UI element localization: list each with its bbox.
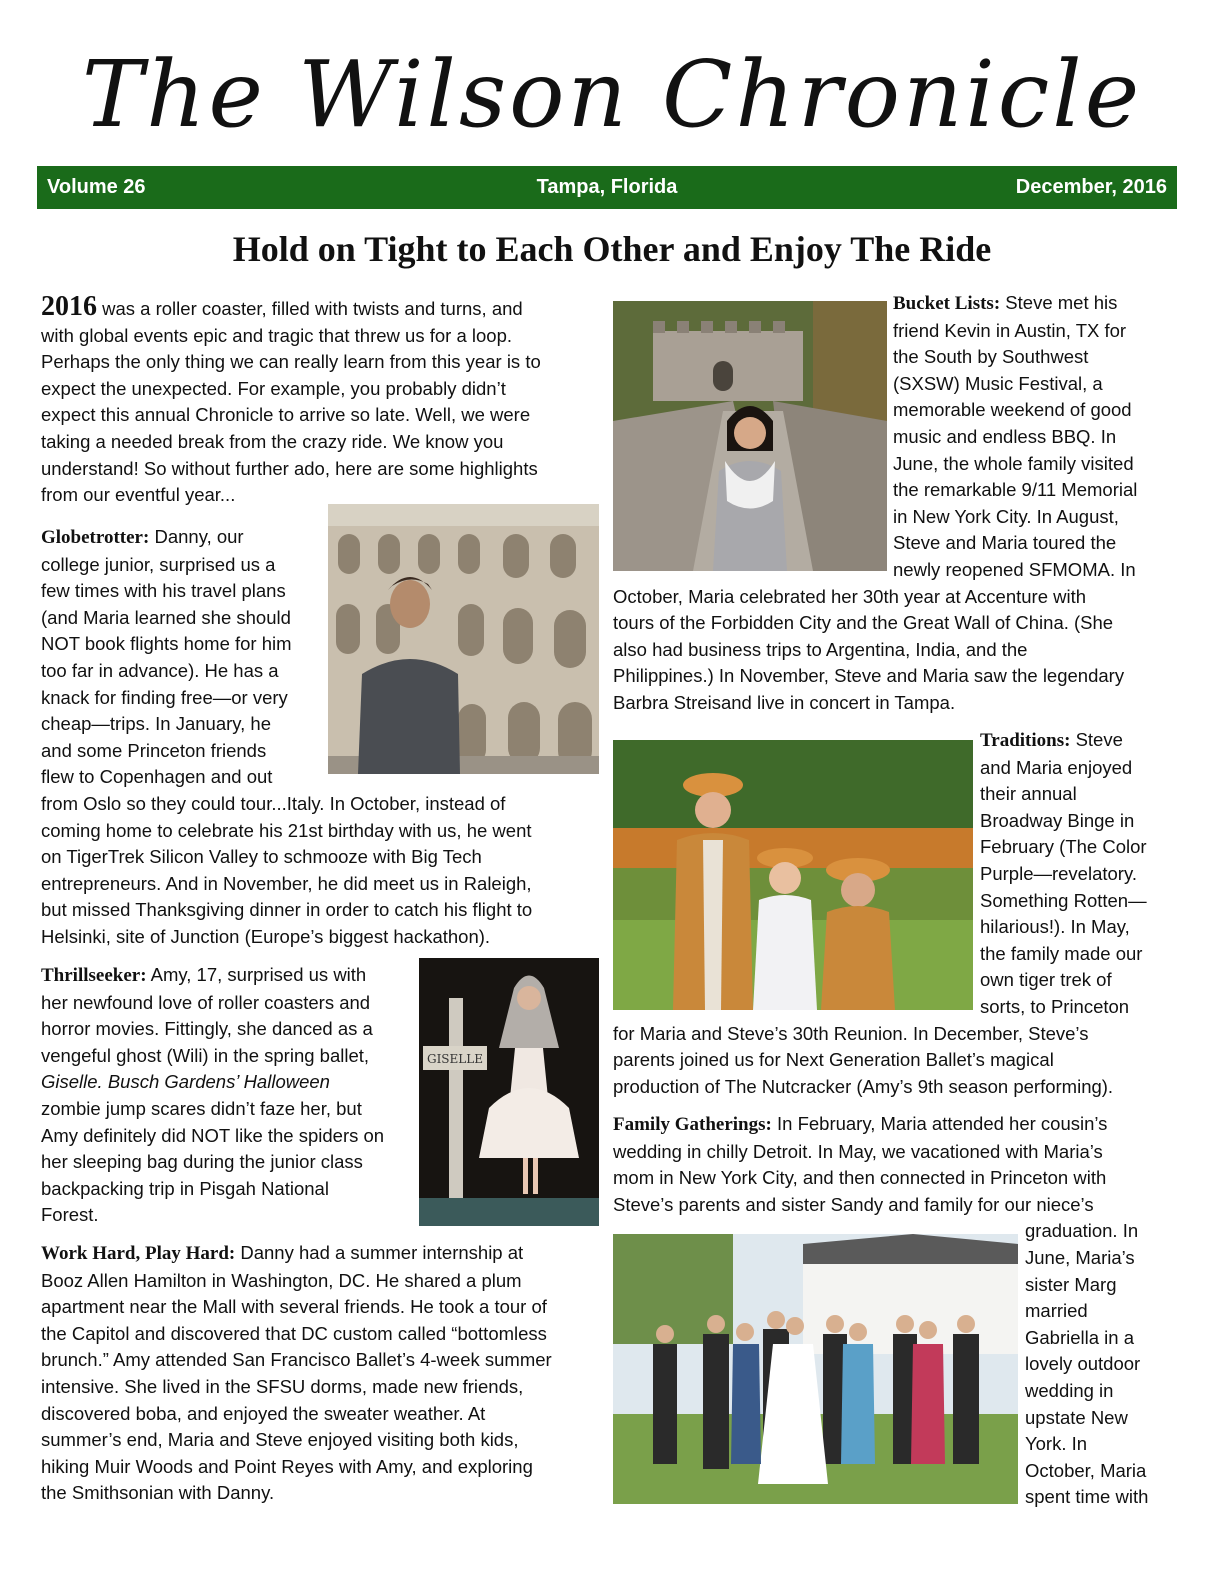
family-line-0: Family Gatherings: In February, Maria attended her cousin’s bbox=[613, 1113, 1108, 1135]
work-hard-paragraph: Work Hard, Play Hard: Danny had a summer internship at Booz Allen Hamilton in Washington, DC. He shared a plum apartment near the Mall with several friends. He took a tour of the Capitol and discovered that DC custom called “bottomless brunch.” Amy attended San Francisco Ballet’s 4-week summer intensive. She lived in the SFSU dorms, made new friends, discovered boba, and enjoyed the sweater weather. At summer’s end, Maria and Steve enjoyed visiting both kids, hiking Muir Woods and Point Reyes with Amy, and exploring the Smithsonian with Danny. bbox=[41, 1240, 611, 1507]
newsletter-title: The Wilson Chronicle bbox=[81, 41, 1143, 148]
work-hard-heading: Work Hard, Play Hard: bbox=[41, 1243, 236, 1264]
work-hard-line-0: Work Hard, Play Hard: Danny had a summer internship at bbox=[41, 1242, 524, 1264]
traditions-heading: Traditions: bbox=[980, 730, 1071, 751]
intro-paragraph: 2016 was a roller coaster, filled with twists and turns, and with global events epic and tragic that threw us for a loop. Perhaps the only thing we can really learn from this year is to expect the unexpected. For example, you probably didn’t expect this annual Chronicle to arrive so late. Well, we were taking a needed break from the crazy ride. We know you understand! So without further ado, here are some highlights from our eventful year... bbox=[41, 294, 601, 509]
globetrotter-paragraph: Globetrotter: Danny, our college junior, surprised us a few times with his travel plans (and Maria learned she should NOT book flights home for him too far in advance). He has a knack for finding free—or very cheap—trips. In January, he and some Princeton friends flew to Copenhagen and out from Oslo so they could tour...Italy. In October, instead of coming home to celebrate his 21st birthday with us, he went on TigerTrek Silicon Valley to schmooze with Big Tech entrepreneurs. And in November, he did meet us in Raleigh, but missed Thanksgiving dinner in order to catch his flight to Helsinki, site of Junction (Europe’s biggest hackathon). bbox=[41, 524, 601, 951]
thrillseeker-paragraph: Thrillseeker: Amy, 17, surprised us with her newfound love of roller coasters and horror movies. Fittingly, she danced as a vengeful ghost (Wili) in the spring ballet, Giselle. Busch Gardens’ Halloween zombie jump scares didn’t faze her, but Amy definitely did NOT like the spiders on her sleeping bag during the junior class backpacking trip in Pisgah National Forest. bbox=[41, 962, 416, 1229]
masthead-info-bar bbox=[37, 166, 1177, 209]
intro-lead-year: 2016 bbox=[41, 291, 97, 322]
bucket-line-0: Bucket Lists: Steve met his bbox=[893, 292, 1118, 314]
globetrotter-line-0: Globetrotter: Danny, our bbox=[41, 526, 244, 548]
globetrotter-heading: Globetrotter: bbox=[41, 527, 150, 548]
traditions-paragraph: Traditions: Steve and Maria enjoyed their annual Broadway Binge in February (The Color Purple—revelatory. Something Rotten— hilarious!). In May, the family made our own tiger trek of sorts, to Princeton for Maria and Steve’s 30th Reunion. In December, Steve’s parents joined us for Next Generation Ballet’s magical production of The Nutcracker (Amy’s 9th season performing). bbox=[613, 727, 1183, 1100]
volume-number: Volume 26 bbox=[47, 176, 146, 198]
thrillseeker-heading: Thrillseeker: bbox=[41, 965, 147, 986]
headline: Hold on Tight to Each Other and Enjoy The Ride bbox=[232, 229, 992, 269]
traditions-line-0: Traditions: Steve bbox=[980, 729, 1123, 751]
giselle-sign: GISELLE bbox=[426, 1052, 484, 1066]
photo-giselle-ballet bbox=[419, 958, 599, 1226]
family-gatherings-paragraph: Family Gatherings: In February, Maria attended her cousin’s wedding in chilly Detroit. In May, we vacationed with Maria’s mom in New York City, and then connected in Princeton with Steve’s parents and sister Sandy and family for our niece’s graduation. In June, Maria’s sister Marg married Gabriella in a lovely outdoor wedding in upstate New York. In October, Maria spent time with bbox=[613, 1111, 1183, 1511]
location: Tampa, Florida bbox=[536, 176, 678, 198]
intro-line-0: 2016 was a roller coaster, filled with twists and turns, and bbox=[41, 291, 523, 322]
thrillseeker-line-0: Thrillseeker: Amy, 17, surprised us with bbox=[41, 964, 367, 986]
bucket-lists-paragraph: Bucket Lists: Steve met his friend Kevin in Austin, TX for the South by Southwest (SXSW) Music Festival, a memorable weekend of good music and endless BBQ. In June, the whole family visited the remarkable 9/11 Memorial in New York City. In August, Steve and Maria toured the newly reopened SFMOMA. In October, Maria celebrated her 30th year at Accenture with tours of the Forbidden City and the Great Wall of China. (She also had business trips to Argentina, India, and the Philippines.) In November, Steve and Maria saw the legendary Barbra Streisand live in concert in Tampa. bbox=[613, 290, 1183, 717]
bucket-lists-heading: Bucket Lists: bbox=[893, 293, 1001, 314]
family-gatherings-heading: Family Gatherings: bbox=[613, 1114, 772, 1135]
issue-date: December, 2016 bbox=[1015, 176, 1167, 198]
